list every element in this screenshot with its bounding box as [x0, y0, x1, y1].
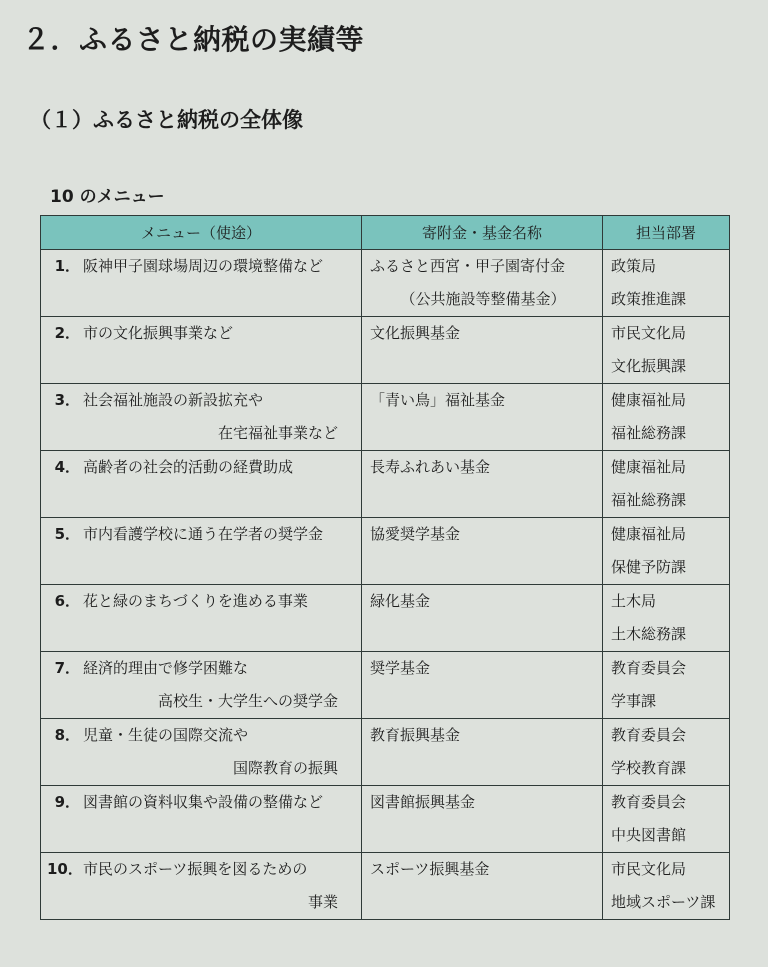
- menu-cell: [41, 786, 362, 853]
- dept-bureau: 市民文化局: [611, 860, 687, 878]
- dept-section: 地域スポーツ課: [611, 893, 716, 911]
- dept-cell: [603, 384, 730, 451]
- fund-name: スポーツ振興基金: [370, 860, 490, 878]
- menu-text: 阪神甲子園球場周辺の環境整備など: [83, 257, 324, 275]
- fund-cell: [362, 652, 603, 719]
- fund-name: 奨学基金: [370, 659, 431, 677]
- fund-cell: [362, 786, 603, 853]
- menu-cell: [41, 518, 362, 585]
- menu-text-continued: 事業: [307, 893, 338, 911]
- page-title: ２．ふるさと納税の実績等: [22, 23, 365, 56]
- menu-text: 経済的理由で修学困難な: [83, 659, 249, 677]
- menu-text-continued: 在宅福祉事業など: [217, 424, 338, 442]
- dept-section: 政策推進課: [611, 290, 687, 308]
- header-menu: メニュー（使途）: [41, 216, 362, 250]
- dept-bureau: 教育委員会: [611, 793, 687, 811]
- fund-cell: [362, 719, 603, 786]
- table-row: [41, 451, 730, 518]
- dept-cell: [603, 451, 730, 518]
- fund-name-note: （公共施設等整備基金）: [400, 290, 566, 308]
- row-number: 9．: [54, 793, 80, 811]
- fund-cell: [362, 585, 603, 652]
- fund-cell: [362, 250, 603, 317]
- fund-name: 教育振興基金: [370, 726, 461, 744]
- table-row: [41, 585, 730, 652]
- dept-bureau: 政策局: [611, 257, 657, 275]
- menu-cell: [41, 853, 362, 920]
- menu-text: 市内看護学校に通う在学者の奨学金: [83, 525, 324, 543]
- fund-name: 「青い鳥」福祉基金: [370, 391, 506, 409]
- dept-cell: [603, 853, 730, 920]
- row-number: 7．: [54, 659, 80, 677]
- fund-cell: [362, 384, 603, 451]
- row-number: 4．: [54, 458, 80, 476]
- table-row: [41, 317, 730, 384]
- dept-bureau: 市民文化局: [611, 324, 687, 342]
- menu-text: 高齢者の社会的活動の経費助成: [83, 458, 294, 476]
- row-number: 8．: [54, 726, 80, 744]
- row-number: 3．: [54, 391, 80, 409]
- dept-bureau: 教育委員会: [611, 726, 687, 744]
- table-row: [41, 518, 730, 585]
- dept-section: 中央図書館: [611, 826, 687, 844]
- row-number: 5．: [54, 525, 80, 543]
- menu-cell: [41, 250, 362, 317]
- dept-section: 学事課: [611, 692, 657, 710]
- dept-cell: [603, 585, 730, 652]
- table-row: [41, 384, 730, 451]
- dept-cell: [603, 719, 730, 786]
- dept-cell: [603, 652, 730, 719]
- menu-text: 社会福祉施設の新設拡充や: [83, 391, 264, 409]
- fund-name: 文化振興基金: [370, 324, 461, 342]
- table-row: [41, 652, 730, 719]
- menu-text-continued: 高校生・大学生への奨学金: [157, 692, 338, 710]
- fund-name: 緑化基金: [370, 592, 431, 610]
- menu-text: 市民のスポーツ振興を図るための: [83, 860, 308, 878]
- fund-cell: [362, 853, 603, 920]
- dept-bureau: 健康福祉局: [611, 525, 687, 543]
- dept-bureau: 教育委員会: [611, 659, 687, 677]
- dept-section: 福祉総務課: [611, 491, 687, 509]
- dept-cell: [603, 786, 730, 853]
- menu-text: 市の文化振興事業など: [83, 324, 234, 342]
- menu-text-continued: 国際教育の振興: [232, 759, 338, 777]
- menu-cell: [41, 317, 362, 384]
- row-number: 6．: [54, 592, 80, 610]
- dept-section: 保健予防課: [611, 558, 687, 576]
- dept-section: 土木総務課: [611, 625, 687, 643]
- dept-bureau: 健康福祉局: [611, 458, 687, 476]
- fund-cell: [362, 518, 603, 585]
- menu-table: [40, 215, 730, 920]
- fund-name: 長寿ふれあい基金: [370, 458, 491, 476]
- menu-text: 児童・生徒の国際交流や: [83, 726, 249, 744]
- menu-cell: [41, 719, 362, 786]
- fund-name: ふるさと西宮・甲子園寄付金: [370, 257, 566, 275]
- header-dept: 担当部署: [603, 216, 730, 250]
- row-number: 2．: [54, 324, 80, 342]
- table-caption: 10 のメニュー: [50, 187, 165, 207]
- menu-cell: [41, 384, 362, 451]
- dept-bureau: 土木局: [611, 592, 657, 610]
- dept-section: 学校教育課: [611, 759, 687, 777]
- dept-section: 文化振興課: [611, 357, 687, 375]
- dept-section: 福祉総務課: [611, 424, 687, 442]
- table-row: [41, 786, 730, 853]
- table-row: [41, 853, 730, 920]
- menu-text: 図書館の資料収集や設備の整備など: [83, 793, 324, 811]
- fund-name: 図書館振興基金: [370, 793, 476, 811]
- menu-text: 花と緑のまちづくりを進める事業: [83, 592, 308, 610]
- fund-name: 協愛奨学基金: [370, 525, 461, 543]
- menu-cell: [41, 652, 362, 719]
- menu-cell: [41, 585, 362, 652]
- menu-cell: [41, 451, 362, 518]
- dept-bureau: 健康福祉局: [611, 391, 687, 409]
- header-fund: 寄附金・基金名称: [362, 216, 603, 250]
- row-number: 10．: [47, 860, 83, 878]
- section-title: （１）ふるさと納税の全体像: [30, 108, 303, 132]
- fund-cell: [362, 451, 603, 518]
- dept-cell: [603, 250, 730, 317]
- table-row: [41, 250, 730, 317]
- row-number: 1．: [54, 257, 80, 275]
- fund-cell: [362, 317, 603, 384]
- table-row: [41, 719, 730, 786]
- table-header-row: [41, 216, 730, 250]
- dept-cell: [603, 317, 730, 384]
- dept-cell: [603, 518, 730, 585]
